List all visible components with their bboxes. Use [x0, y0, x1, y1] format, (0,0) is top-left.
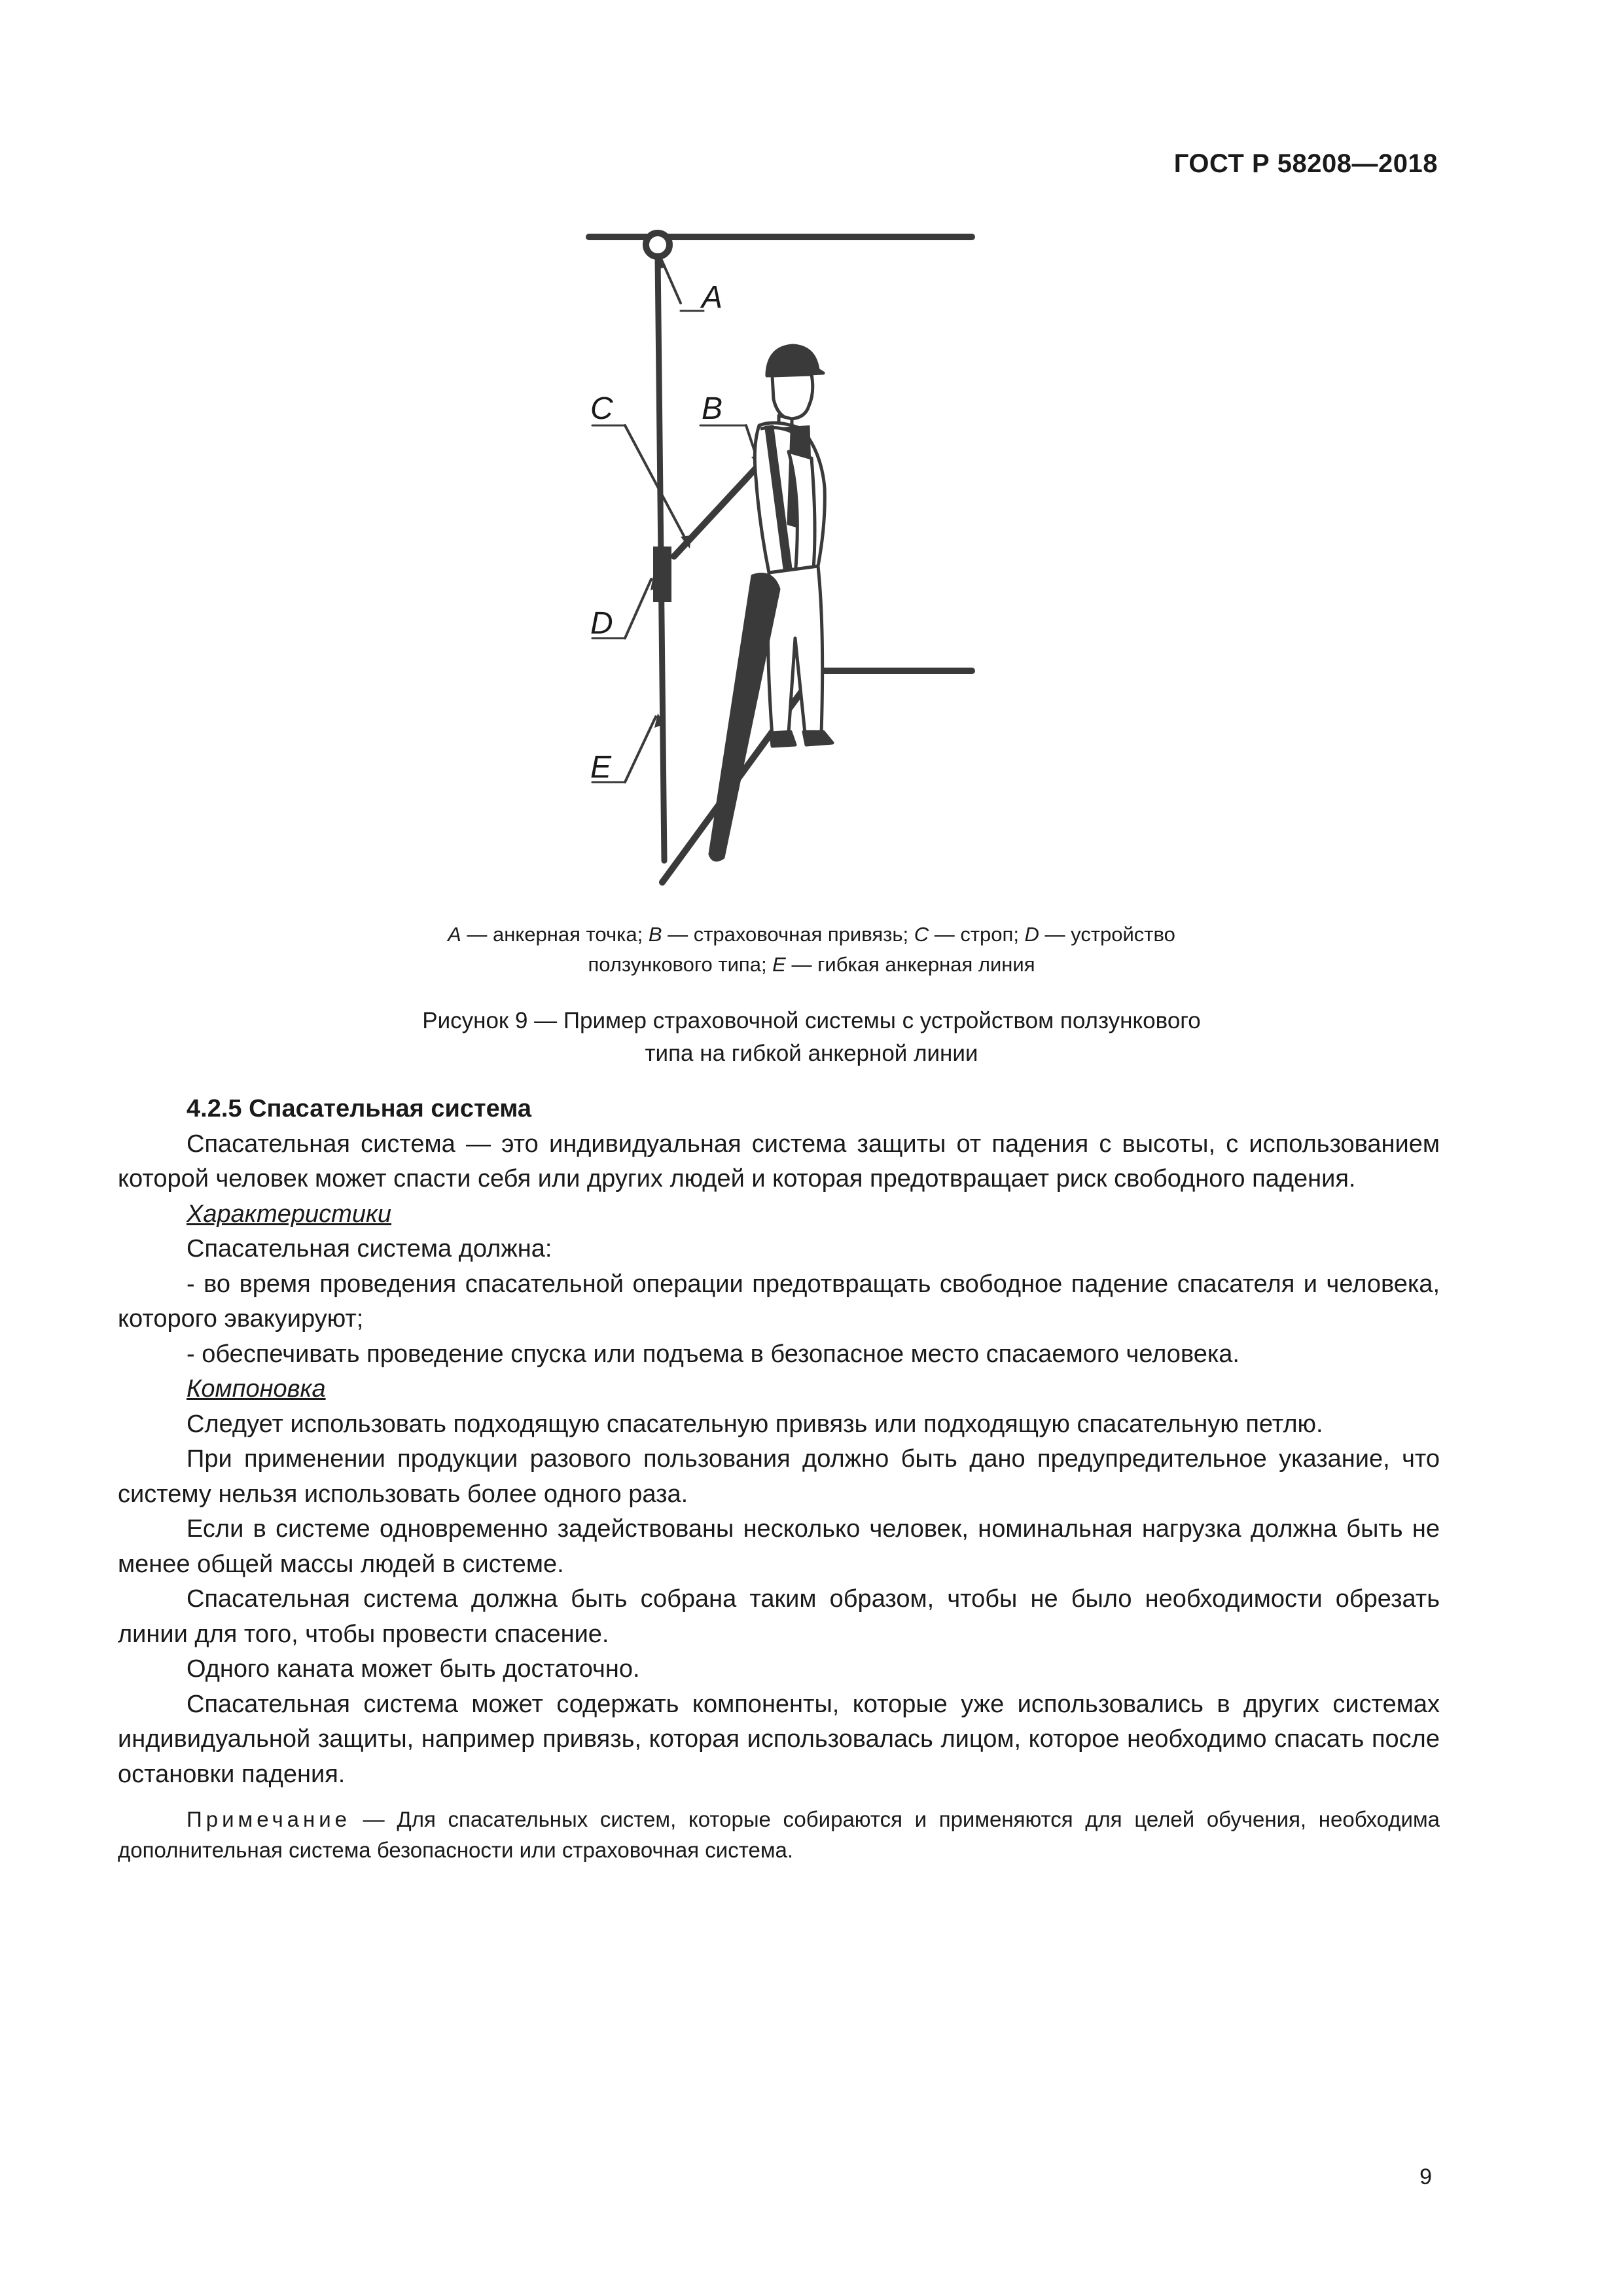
caption-line-1: Рисунок 9 — Пример страховочной системы с устройством ползункового: [422, 1008, 1201, 1033]
characteristics-intro: Спасательная система должна:: [187, 1235, 552, 1263]
anchor-point-ring: [646, 233, 669, 257]
note-label: Примечание: [187, 1807, 351, 1831]
figure-9-illustration: [563, 216, 982, 897]
document-code: ГОСТ Р 58208—2018: [1173, 149, 1438, 178]
legend-line-2: ползункового типа; E — гибкая анкерная линия: [588, 953, 1035, 976]
caption-line-2: типа на гибкой анкерной линии: [645, 1041, 978, 1066]
characteristics-item: - во время проведения спасательной операции предотвращать свободное падение спасателя и человека, которого эвакуируют;: [118, 1270, 1440, 1333]
layout-paragraph: Спасательная система должна быть собрана таким образом, чтобы не было необходимости обрезать линии для того, чтобы провести спасение.: [118, 1585, 1440, 1648]
sliding-device: [653, 547, 671, 602]
section-4-2-5: [118, 1092, 1440, 1865]
characteristics-item: - обеспечивать проведение спуска или подъема в безопасное место спасаемого человека.: [187, 1340, 1240, 1368]
figure-legend: [0, 920, 1623, 980]
note: [118, 1804, 1440, 1865]
label-b: B: [702, 391, 723, 426]
layout-heading: Компоновка: [187, 1375, 326, 1403]
label-c: C: [590, 391, 613, 426]
page-number: 9: [1419, 2164, 1432, 2189]
worker-figure: [710, 346, 832, 860]
layout-paragraph: Если в системе одновременно задействованы несколько человек, номинальная нагрузка должна быть не менее общей массы людей в системе.: [118, 1515, 1440, 1578]
legend-line-1: A — анкерная точка; B — страховочная привязь; C — строп; D — устройство: [448, 923, 1175, 946]
label-a: A: [702, 280, 723, 315]
layout-paragraph: Одного каната может быть достаточно.: [187, 1655, 640, 1683]
figure-caption: [0, 1005, 1623, 1070]
characteristics-heading: Характеристики: [187, 1200, 392, 1228]
note-text: — Для спасательных систем, которые собираются и применяются для целей обучения, необходима дополнительная система безопасности или страховочная система.: [118, 1807, 1440, 1862]
layout-paragraph: Спасательная система может содержать компоненты, которые уже использовались в других системах индивидуальной защиты, например привязь, которая использовалась лицом, которое необходимо спасать после остановки падения.: [118, 1690, 1440, 1788]
section-intro: Спасательная система — это индивидуальная система защиты от падения с высоты, с использованием которой человек может спасти себя или других людей и которая предотвращает риск свободного падения.: [118, 1130, 1440, 1193]
layout-paragraph: При применении продукции разового пользования должно быть дано предупредительное указание, что систему нельзя использовать более одного раза.: [118, 1445, 1440, 1508]
section-title: 4.2.5 Спасательная система: [187, 1095, 532, 1122]
layout-paragraph: Следует использовать подходящую спасательную привязь или подходящую спасательную петлю.: [187, 1410, 1323, 1438]
label-d: D: [590, 606, 613, 641]
label-e: E: [590, 750, 612, 785]
